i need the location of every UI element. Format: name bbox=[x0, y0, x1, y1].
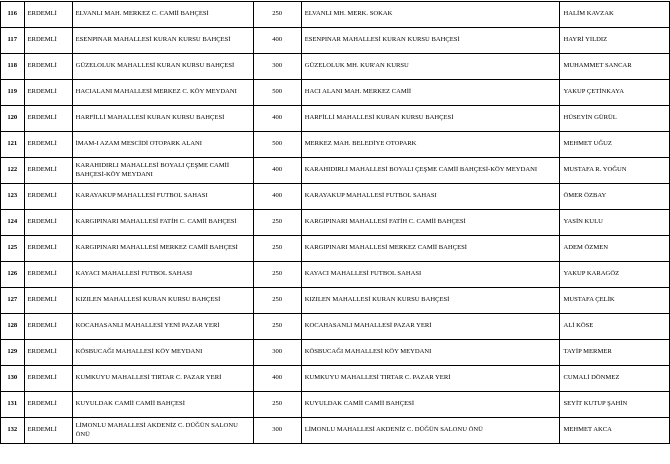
row-number: 131 bbox=[1, 392, 25, 418]
area-size-cell: 300 bbox=[253, 340, 301, 366]
area-name-cell: KOCAHASANLI MAHALLESİ YENİ PAZAR YERİ bbox=[72, 314, 253, 340]
row-number: 130 bbox=[1, 366, 25, 392]
district-cell: ERDEMLİ bbox=[24, 366, 72, 392]
responsible-person-cell: MEHMET AKCA bbox=[560, 418, 670, 444]
responsible-person-cell: HÜSEYİN GÜRÜL bbox=[560, 106, 670, 132]
responsible-person-cell: YAKUP ÇETİNKAYA bbox=[560, 80, 670, 106]
table-row bbox=[1, 288, 670, 314]
address-cell: HARFİLLİ MAHALLESİ KURAN KURSU BAHÇESİ bbox=[301, 106, 560, 132]
table-row bbox=[1, 392, 670, 418]
table-row bbox=[1, 80, 670, 106]
area-name-cell: KUYULDAK CAMİİ CAMİİ BAHÇESİ bbox=[72, 392, 253, 418]
area-size-cell: 300 bbox=[253, 418, 301, 444]
area-size-cell: 250 bbox=[253, 210, 301, 236]
district-cell: ERDEMLİ bbox=[24, 80, 72, 106]
area-name-cell: KARAHIDIRLI MAHALLESİ BOYALI ÇEŞME CAMİİ BAHÇESİ-KÖY MEYDANI bbox=[72, 158, 253, 184]
area-name-cell: KAYACI MAHALLESİ FUTBOL SAHASI bbox=[72, 262, 253, 288]
responsible-person-cell: HAYRİ YILDIZ bbox=[560, 28, 670, 54]
table-row bbox=[1, 54, 670, 80]
district-cell: ERDEMLİ bbox=[24, 28, 72, 54]
row-number: 122 bbox=[1, 158, 25, 184]
responsible-person-cell: CUMALİ DÖNMEZ bbox=[560, 366, 670, 392]
table-row bbox=[1, 366, 670, 392]
row-number: 121 bbox=[1, 132, 25, 158]
area-name-cell: ESENPINAR MAHALLESİ KURAN KURSU BAHÇESİ bbox=[72, 28, 253, 54]
table-row bbox=[1, 314, 670, 340]
row-number: 132 bbox=[1, 418, 25, 444]
address-cell: KUMKUYU MAHALLESİ TIRTAR C. PAZAR YERİ bbox=[301, 366, 560, 392]
row-number: 125 bbox=[1, 236, 25, 262]
area-size-cell: 300 bbox=[253, 54, 301, 80]
district-cell: ERDEMLİ bbox=[24, 314, 72, 340]
area-list-table bbox=[0, 1, 670, 444]
area-name-cell: İMAM-I AZAM MESCİDİ OTOPARK ALANI bbox=[72, 132, 253, 158]
district-cell: ERDEMLİ bbox=[24, 2, 72, 28]
table-row bbox=[1, 418, 670, 444]
address-cell: KIZILEN MAHALLESİ KURAN KURSU BAHÇESİ bbox=[301, 288, 560, 314]
table-row bbox=[1, 210, 670, 236]
area-name-cell: KIZILEN MAHALLESİ KURAN KURSU BAHÇESİ bbox=[72, 288, 253, 314]
table-body bbox=[1, 2, 670, 444]
address-cell: KARGIPINARI MAHALLESİ MERKEZ CAMİİ BAHÇESİ bbox=[301, 236, 560, 262]
responsible-person-cell: HALİM KAVZAK bbox=[560, 2, 670, 28]
area-name-cell: ELVANLI MAH. MERKEZ C. CAMİİ BAHÇESİ bbox=[72, 2, 253, 28]
area-name-cell: KÖSBUCAĞI MAHALLESİ KÖY MEYDANI bbox=[72, 340, 253, 366]
row-number: 129 bbox=[1, 340, 25, 366]
district-cell: ERDEMLİ bbox=[24, 392, 72, 418]
responsible-person-cell: ADEM ÖZMEN bbox=[560, 236, 670, 262]
area-size-cell: 400 bbox=[253, 184, 301, 210]
address-cell: KARGIPINARI MAHALLESİ FATİH C. CAMİİ BAHÇESİ bbox=[301, 210, 560, 236]
address-cell: LİMONLU MAHALLESİ AKDENİZ C. DÜĞÜN SALONU ÖNÜ bbox=[301, 418, 560, 444]
district-cell: ERDEMLİ bbox=[24, 54, 72, 80]
row-number: 126 bbox=[1, 262, 25, 288]
row-number: 120 bbox=[1, 106, 25, 132]
table-row bbox=[1, 2, 670, 28]
district-cell: ERDEMLİ bbox=[24, 340, 72, 366]
area-name-cell: HARFİLLİ MAHALLESİ KURAN KURSU BAHÇESİ bbox=[72, 106, 253, 132]
table-row bbox=[1, 236, 670, 262]
row-number: 117 bbox=[1, 28, 25, 54]
area-size-cell: 250 bbox=[253, 236, 301, 262]
row-number: 119 bbox=[1, 80, 25, 106]
table-row bbox=[1, 158, 670, 184]
area-size-cell: 400 bbox=[253, 366, 301, 392]
responsible-person-cell: MEHMET UĞUZ bbox=[560, 132, 670, 158]
responsible-person-cell: MUSTAFA R. YOĞUN bbox=[560, 158, 670, 184]
responsible-person-cell: SEYİT KUTUP ŞAHİN bbox=[560, 392, 670, 418]
area-size-cell: 250 bbox=[253, 392, 301, 418]
responsible-person-cell: MUHAMMET SANCAR bbox=[560, 54, 670, 80]
district-cell: ERDEMLİ bbox=[24, 132, 72, 158]
area-name-cell: KUMKUYU MAHALLESİ TIRTAR C. PAZAR YERİ bbox=[72, 366, 253, 392]
address-cell: ESENPINAR MAHALLESİ KURAN KURSU BAHÇESİ bbox=[301, 28, 560, 54]
responsible-person-cell: MUSTAFA ÇELİK bbox=[560, 288, 670, 314]
district-cell: ERDEMLİ bbox=[24, 184, 72, 210]
table-row bbox=[1, 184, 670, 210]
area-size-cell: 400 bbox=[253, 158, 301, 184]
row-number: 116 bbox=[1, 2, 25, 28]
row-number: 128 bbox=[1, 314, 25, 340]
row-number: 118 bbox=[1, 54, 25, 80]
address-cell: KÖSBUCAĞI MAHALLESİ KÖY MEYDANI bbox=[301, 340, 560, 366]
responsible-person-cell: YAKUP KARAGÖZ bbox=[560, 262, 670, 288]
area-size-cell: 400 bbox=[253, 106, 301, 132]
responsible-person-cell: ALİ KÖSE bbox=[560, 314, 670, 340]
address-cell: GÜZELOLUK MH. KUR'AN KURSU bbox=[301, 54, 560, 80]
area-name-cell: HACIALANI MAHALLESİ MERKEZ C. KÖY MEYDANI bbox=[72, 80, 253, 106]
district-cell: ERDEMLİ bbox=[24, 236, 72, 262]
area-size-cell: 250 bbox=[253, 2, 301, 28]
area-size-cell: 250 bbox=[253, 262, 301, 288]
address-cell: MERKEZ MAH. BELEDİYE OTOPARK bbox=[301, 132, 560, 158]
address-cell: HACI ALANI MAH. MERKEZ CAMİİ bbox=[301, 80, 560, 106]
table-row bbox=[1, 28, 670, 54]
district-cell: ERDEMLİ bbox=[24, 288, 72, 314]
address-cell: ELVANLI MH. MERK. SOKAK bbox=[301, 2, 560, 28]
area-name-cell: KARAYAKUP MAHALLESİ FUTBOL SAHASI bbox=[72, 184, 253, 210]
area-size-cell: 250 bbox=[253, 288, 301, 314]
address-cell: KUYULDAK CAMİİ CAMİİ BAHÇESİ bbox=[301, 392, 560, 418]
row-number: 127 bbox=[1, 288, 25, 314]
responsible-person-cell: TAYİP MERMER bbox=[560, 340, 670, 366]
area-name-cell: GÜZELOLUK MAHALLESİ KURAN KURSU BAHÇESİ bbox=[72, 54, 253, 80]
row-number: 124 bbox=[1, 210, 25, 236]
table-row bbox=[1, 340, 670, 366]
area-size-cell: 400 bbox=[253, 28, 301, 54]
address-cell: KOCAHASANLI MAHALLESİ PAZAR YERİ bbox=[301, 314, 560, 340]
row-number: 123 bbox=[1, 184, 25, 210]
area-name-cell: KARGIPINARI MAHALLESİ MERKEZ CAMİİ BAHÇESİ bbox=[72, 236, 253, 262]
area-size-cell: 500 bbox=[253, 80, 301, 106]
area-size-cell: 250 bbox=[253, 314, 301, 340]
responsible-person-cell: YASİN KULU bbox=[560, 210, 670, 236]
address-cell: KAYACI MAHALLESİ FUTBOL SAHASI bbox=[301, 262, 560, 288]
area-name-cell: LİMONLU MAHALLESİ AKDENİZ C. DÜĞÜN SALONU ÖNÜ bbox=[72, 418, 253, 444]
district-cell: ERDEMLİ bbox=[24, 262, 72, 288]
table-row bbox=[1, 132, 670, 158]
address-cell: KARAYAKUP MAHALLESİ FUTBOL SAHASI bbox=[301, 184, 560, 210]
district-cell: ERDEMLİ bbox=[24, 210, 72, 236]
responsible-person-cell: ÖMER ÖZBAY bbox=[560, 184, 670, 210]
address-cell: KARAHIDIRLI MAHALLESİ BOYALI ÇEŞME CAMİİ BAHÇESİ-KÖY MEYDANI bbox=[301, 158, 560, 184]
table-row bbox=[1, 106, 670, 132]
area-name-cell: KARGIPINARI MAHALLESİ FATİH C. CAMİİ BAHÇESİ bbox=[72, 210, 253, 236]
district-cell: ERDEMLİ bbox=[24, 158, 72, 184]
district-cell: ERDEMLİ bbox=[24, 106, 72, 132]
area-size-cell: 500 bbox=[253, 132, 301, 158]
table-row bbox=[1, 262, 670, 288]
district-cell: ERDEMLİ bbox=[24, 418, 72, 444]
